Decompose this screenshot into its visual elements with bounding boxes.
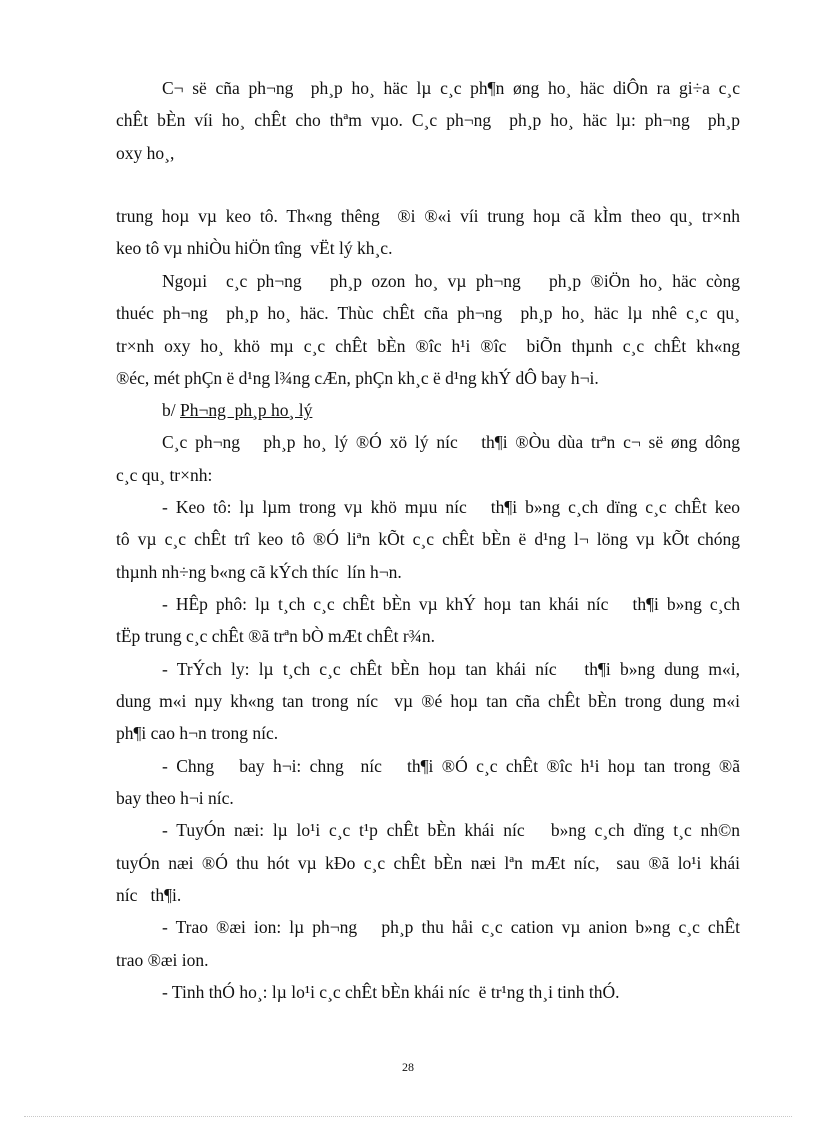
text-line: dung m«i nµy kh«ng tan trong níc vµ ®é hoµ tan cña chÊt bÈn trong dung m«i bbox=[116, 691, 740, 711]
text-line: C¬ së cña ph¬ng ph¸p ho¸ häc lµ c¸c ph¶n øng ho¸ häc diÔn ra gi÷a c¸c bbox=[162, 78, 740, 98]
text-line: ph¶i cao h¬n trong níc. bbox=[116, 723, 279, 743]
text-line: tuyÓn næi ®Ó thu hót vµ kÐo c¸c chÊt bÈn næi lªn mÆt níc, sau ®ã lo¹i khái bbox=[116, 853, 740, 873]
text-line: - Tinh thÓ ho¸: lµ lo¹i c¸c chÊt bÈn khái níc ë tr¹ng th¸i tinh thÓ. bbox=[162, 982, 620, 1002]
text-line: bay theo h¬i níc. bbox=[116, 788, 234, 808]
page-bottom-border bbox=[24, 1116, 792, 1117]
text-line: tô vµ c¸c chÊt trî keo tô ®Ó liªn kÕt c¸c chÊt bÈn ë d¹ng l¬ löng vµ kÕt chóng bbox=[116, 529, 740, 549]
text-line: thµnh nh÷ng b«ng cã kÝch thíc lín h¬n. bbox=[116, 562, 402, 582]
text-line: keo tô vµ nhiÒu hiÖn tîng vËt lý kh¸c. bbox=[116, 238, 393, 258]
text-line: níc th¶i. bbox=[116, 885, 182, 905]
text-line: - Keo tô: lµ lµm trong vµ khö mµu níc th¶i b»ng c¸ch dïng c¸c chÊt keo bbox=[162, 497, 740, 517]
text-line: C¸c ph¬ng ph¸p ho¸ lý ®Ó xö lý níc th¶i ®Òu dùa trªn c¬ së øng dông bbox=[162, 432, 740, 452]
text-line: ®éc, mét phÇn ë d¹ng l¾ng cÆn, phÇn kh¸c ë d¹ng khÝ dÔ bay h¬i. bbox=[116, 368, 599, 388]
section-heading bbox=[162, 400, 312, 420]
text-line: trao ®æi ion. bbox=[116, 950, 209, 970]
text-line: chÊt bÈn víi ho¸ chÊt cho thªm vµo. C¸c ph¬ng ph¸p ho¸ häc lµ: ph¬ng ph¸p bbox=[116, 110, 740, 130]
page-number: 28 bbox=[402, 1060, 414, 1074]
text-line: - HÊp phô: lµ t¸ch c¸c chÊt bÈn vµ khÝ hoµ tan khái níc th¶i b»ng c¸ch bbox=[162, 594, 740, 614]
section-title: Ph¬ng ph¸p ho¸ lý bbox=[180, 400, 313, 420]
text-line: tËp trung c¸c chÊt ®ã trªn bÒ mÆt chÊt r¾n. bbox=[116, 626, 435, 646]
text-line: - TuyÓn næi: lµ lo¹i c¸c t¹p chÊt bÈn khái níc b»ng c¸ch dïng t¸c nh©n bbox=[162, 820, 740, 840]
text-line: - Chng bay h¬i: chng níc th¶i ®Ó c¸c chÊt ®îc h¹i hoµ tan trong ®ã bbox=[162, 756, 740, 776]
text-line: Ngoµi c¸c ph¬ng ph¸p ozon ho¸ vµ ph¬ng ph¸p ®iÖn ho¸ häc còng bbox=[162, 271, 740, 291]
text-line: oxy ho¸, bbox=[116, 143, 175, 163]
text-line: - TrÝch ly: lµ t¸ch c¸c chÊt bÈn hoµ tan khái níc th¶i b»ng dung m«i, bbox=[162, 659, 740, 679]
text-line: tr×nh oxy ho¸ khö mµ c¸c chÊt bÈn ®îc h¹i ®îc biÕn thµnh c¸c chÊt kh«ng bbox=[116, 336, 740, 356]
text-line: trung hoµ vµ keo tô. Th«ng thêng ®i ®«i víi trung hoµ cã kÌm theo qu¸ tr×nh bbox=[116, 206, 740, 226]
text-line: c¸c qu¸ tr×nh: bbox=[116, 465, 213, 485]
section-number: b/ bbox=[162, 400, 180, 420]
text-line: thuéc ph¬ng ph¸p ho¸ häc. Thùc chÊt cña ph¬ng ph¸p ho¸ häc lµ nhê c¸c qu¸ bbox=[116, 303, 740, 323]
text-line: - Trao ®æi ion: lµ ph¬ng ph¸p thu håi c¸c cation vµ anion b»ng c¸c chÊt bbox=[162, 917, 740, 937]
